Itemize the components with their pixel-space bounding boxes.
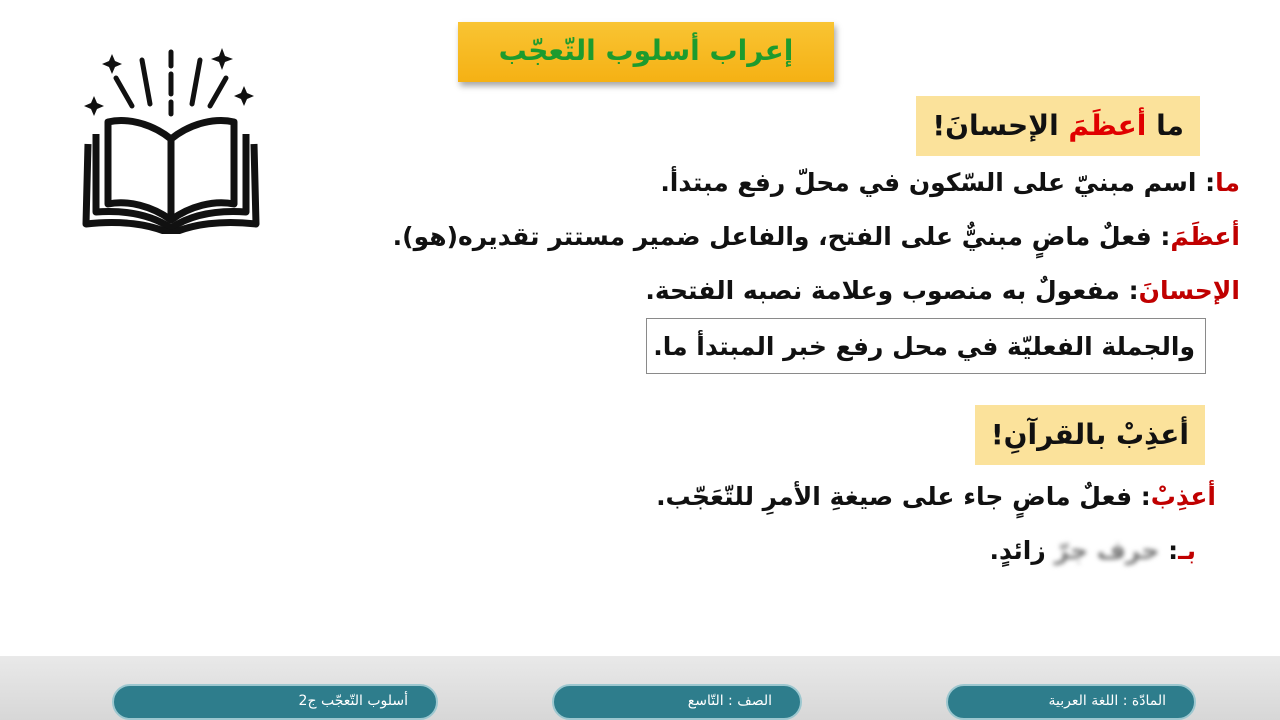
term-ba: بـ — [1178, 536, 1196, 565]
desc-ba-end: زائدٍ. — [989, 536, 1055, 565]
term-object: الإحسانَ — [1138, 276, 1240, 305]
example1-verb: أعظَمَ — [1068, 109, 1147, 142]
desc-ba-blurred: حرف جرّ — [1054, 536, 1160, 565]
footer-grade: الصف : التّاسع — [552, 684, 802, 720]
term-ma: ما — [1215, 168, 1240, 197]
desc-ba-sep: : — [1159, 536, 1179, 565]
page-title: إعراب أسلوب التّعجّب — [458, 22, 834, 82]
parse-line-object — [645, 276, 1240, 305]
note-box: والجملة الفعليّة في محل رفع خبر المبتدأ ما. — [646, 318, 1206, 374]
example-sentence-2: أعذِبْ بالقرآنِ! — [975, 405, 1205, 465]
example1-object: الإحسانَ! — [932, 109, 1069, 142]
desc-object: : مفعولٌ به منصوب وعلامة نصبه الفتحة. — [645, 276, 1139, 305]
example1-ma: ما — [1146, 109, 1184, 142]
footer-subject: المادّة : اللغة العربية — [946, 684, 1196, 720]
desc-verb-2: : فعلٌ ماضٍ جاء على صيغةِ الأمرِ للتّعَجّب. — [656, 482, 1151, 511]
parse-line-verb-2 — [656, 482, 1216, 511]
open-book-icon — [80, 44, 262, 234]
example-sentence-1 — [916, 96, 1200, 156]
parse-line-ma — [660, 168, 1240, 197]
parse-line-ba — [989, 536, 1196, 565]
desc-verb: : فعلٌ ماضٍ مبنيٌّ على الفتح، والفاعل ضمير مستتر تقديره(هو). — [392, 222, 1171, 251]
parse-line-verb — [393, 222, 1240, 251]
term-verb: أعظَمَ — [1170, 222, 1240, 251]
term-verb-2: أعذِبْ — [1150, 482, 1216, 511]
footer-lesson: أسلوب التّعجّب ج2 — [112, 684, 438, 720]
desc-ma: : اسم مبنيّ على السّكون في محلّ رفع مبتدأ. — [660, 168, 1216, 197]
